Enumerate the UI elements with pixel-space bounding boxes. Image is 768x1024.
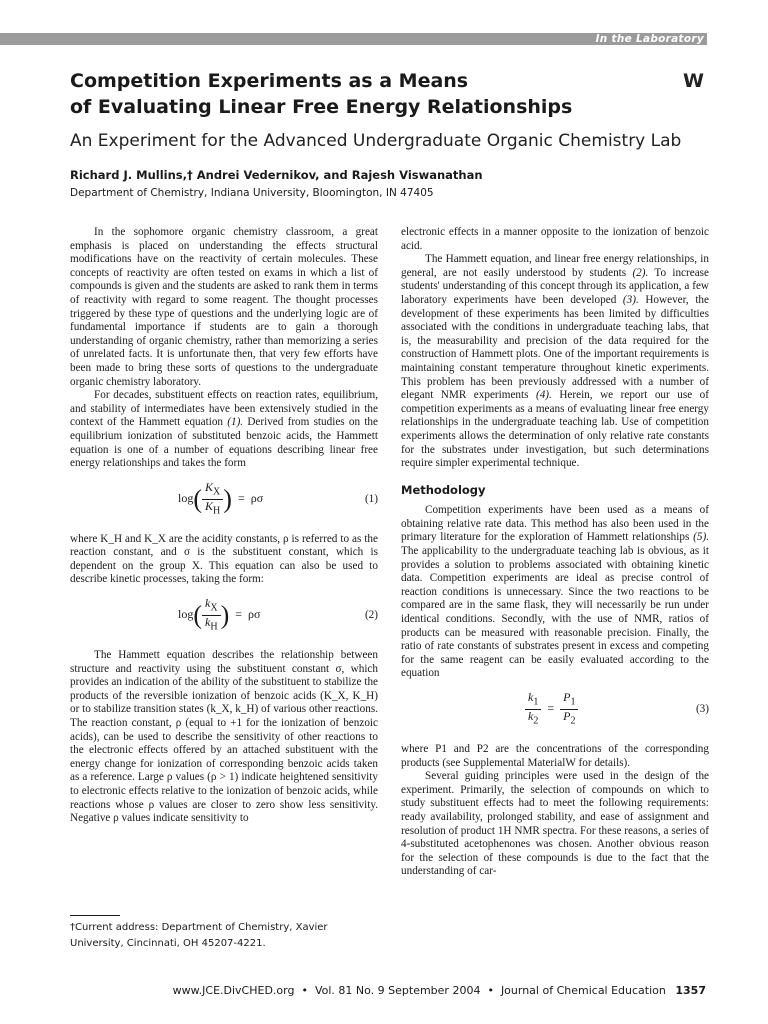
methodology-heading: Methodology bbox=[401, 482, 486, 497]
citation-link[interactable]: (1). bbox=[227, 416, 244, 429]
text-run: Competition experiments have been used as a means of obtaining relative rate data. This method has also been used in the primary literature for the exploration of Hammett relationships bbox=[401, 504, 709, 544]
section-label: In the Laboratory bbox=[595, 33, 704, 45]
affiliation: Department of Chemistry, Indiana University, Bloomington, IN 47405 bbox=[70, 187, 434, 199]
right-paragraph-3 bbox=[401, 504, 709, 681]
footnote: †Current address: Department of Chemistry, Xavier University, Cincinnati, OH 45207-4221. bbox=[70, 922, 328, 949]
web-material-icon: W bbox=[683, 70, 702, 92]
citation-link[interactable]: (3). bbox=[622, 293, 639, 306]
equation-3-body: $\frac{k_1}{k_2}$ = $\frac{P_1}{P_2}$ bbox=[525, 691, 578, 728]
journal-name: Journal of Chemical Education bbox=[500, 984, 666, 997]
text-run: The applicability to the undergraduate teaching lab is obvious, as it provides a solution to problems associated with obtaining kinetic data. Competition experiments are ideal as precise control of reaction conditions is unnecessary. Since the two reactions to be compared are in the same flask, they will necessarily be run under identical conditions. Secondly, with the use of NMR, ratios of products can be measured with reasonable precision. Finally, the ratio of rate constants of substrates present in excess and competing for the same reagent can be easily evaluated according to the equation bbox=[401, 545, 709, 680]
right-paragraph-5: Several guiding principles were used in the design of the experiment. Primarily, the selection of compounds on which to study substituent effects had to meet the following requirements: ready availability, prolonged stability, and ease of assignment and resolution of product 1H NMR spectra. For these reasons, a series of 4-substituted acetophenones was chosen. Another obvious reason for the selection of these compounds is due to the fact that the understanding of car- bbox=[401, 770, 709, 878]
equation-1 bbox=[70, 481, 378, 523]
page-footer: www.JCE.DivCHED.org • Vol. 81 No. 9 September 2004 • Journal of Chemical Education 1357 bbox=[172, 984, 706, 997]
author-list: Richard J. Mullins,† Andrei Vedernikov, and Rajesh Viswanathan bbox=[70, 168, 483, 182]
text-run: Derived from studies on the equilibrium ionization of substituted benzoic acids, the Hammett equation is one of a number of equations describing linear free energy relationships and takes the form bbox=[70, 416, 378, 470]
article-subtitle: An Experiment for the Advanced Undergraduate Organic Chemistry Lab bbox=[70, 131, 682, 151]
volume-info: Vol. 81 No. 9 September 2004 bbox=[314, 984, 481, 997]
right-column bbox=[401, 226, 709, 879]
text-run: Herein, we report our use of competition experiments as a means of evaluating linear free energy relationships in the undergraduate teaching lab. Use of competition experiments allows the determination of only relative rate constants for the substrates under investigation, but such determinations require simpler experimental technique. bbox=[401, 389, 709, 470]
equation-2-number: (2) bbox=[364, 609, 378, 622]
title-line-2: of Evaluating Linear Free Energy Relationships bbox=[70, 96, 573, 118]
title-line-1: Competition Experiments as a Means bbox=[70, 70, 469, 92]
page-number: 1357 bbox=[675, 984, 706, 997]
text-run: The Hammett equation, and linear free energy relationships, in general, are not easily understood by students bbox=[401, 253, 709, 279]
text-run: However, the development of these experiments has been limited by difficulties associated with the conditions in undergraduate teaching labs, that is, the measurability and precision of the data required for the construction of Hammett plots. One of the important requirements is maintaining constant temperature throughout kinetic experiments. This problem has been previously addressed with a number of elegant NMR experiments bbox=[401, 293, 709, 402]
journal-url[interactable]: www.JCE.DivCHED.org bbox=[172, 984, 295, 997]
equation-2 bbox=[70, 597, 378, 639]
left-column bbox=[70, 226, 378, 826]
citation-link[interactable]: (2). bbox=[632, 266, 649, 279]
equation-3 bbox=[401, 691, 709, 733]
left-paragraph-2 bbox=[70, 389, 378, 471]
equation-1-number: (1) bbox=[364, 492, 378, 505]
equation-2-body: log( $\frac{k_X}{k_H}$ ) = ρσ bbox=[178, 596, 261, 633]
right-paragraph-4: where P1 and P2 are the concentrations of the corresponding products (see Supplemental MaterialW for details). bbox=[401, 743, 709, 769]
footnote-rule bbox=[70, 915, 120, 916]
citation-link[interactable]: (4). bbox=[535, 389, 552, 402]
text-run: For decades, substituent effects on reaction rates, equilibrium, and stability of intermediates have been extensively studied in the context of the Hammett equation bbox=[70, 389, 378, 429]
equation-1-body: log( $\frac{K_X}{K_H}$ ) = ρσ bbox=[178, 479, 264, 517]
text-run: To increase students' understanding of this concept through its application, a few laboratory experiments have been developed bbox=[401, 266, 709, 306]
equation-3-number: (3) bbox=[695, 703, 709, 715]
citation-link[interactable]: (5). bbox=[693, 531, 709, 544]
right-paragraph-2 bbox=[401, 253, 709, 471]
article-title bbox=[70, 68, 630, 120]
left-paragraph-1: In the sophomore organic chemistry classroom, a great emphasis is placed on understanding the effects structural modifications have on the reactivity of certain molecules. These concepts of reactivity are often tested on exams in which a list of compounds is given and the students are asked to rank them in terms of reactivity with regard to some reagent. The thought processes triggered by these type of questions and the underlying logic are of fundamental importance if students are to gain a thorough understanding of organic chemistry, rather than memorizing a series of unrelated facts. It is unfortunate then, that very few efforts have been made to bring these sorts of questions to the undergraduate organic chemistry laboratory. bbox=[70, 226, 378, 388]
right-paragraph-1: electronic effects in a manner opposite to the ionization of benzoic acid. bbox=[401, 226, 709, 252]
left-paragraph-3: where K_H and K_X are the acidity constants, ρ is referred to as the reaction constant, and σ is the substituent constant, which is dependent on the group X. This equation can also be used to describe kinetic processes, taking the form: bbox=[70, 532, 378, 586]
left-paragraph-4: The Hammett equation describes the relationship between structure and reactivity using the substituent constant σ, which provides an indication of the ability of the substituent to stabilize the products of the reversible ionization of benzoic acids (K_X, K_H) or to stabilize transition states (k_X, k_H) of various other reactions. The reaction constant, ρ (equal to +1 for the ionization of benzoic acids), can be used to describe the sensitivity of other reactions to the electronic effects offered by an attached substituent with the energy change for ionization of corresponding benzoic acids taken as a reference. Large ρ values (ρ > 1) indicate heightened sensitivity to electronic effects relative to the ionization of benzoic acids, while reactions whose ρ values are closer to zero show less sensitivity. Negative ρ values indicate sensitivity to bbox=[70, 649, 378, 825]
